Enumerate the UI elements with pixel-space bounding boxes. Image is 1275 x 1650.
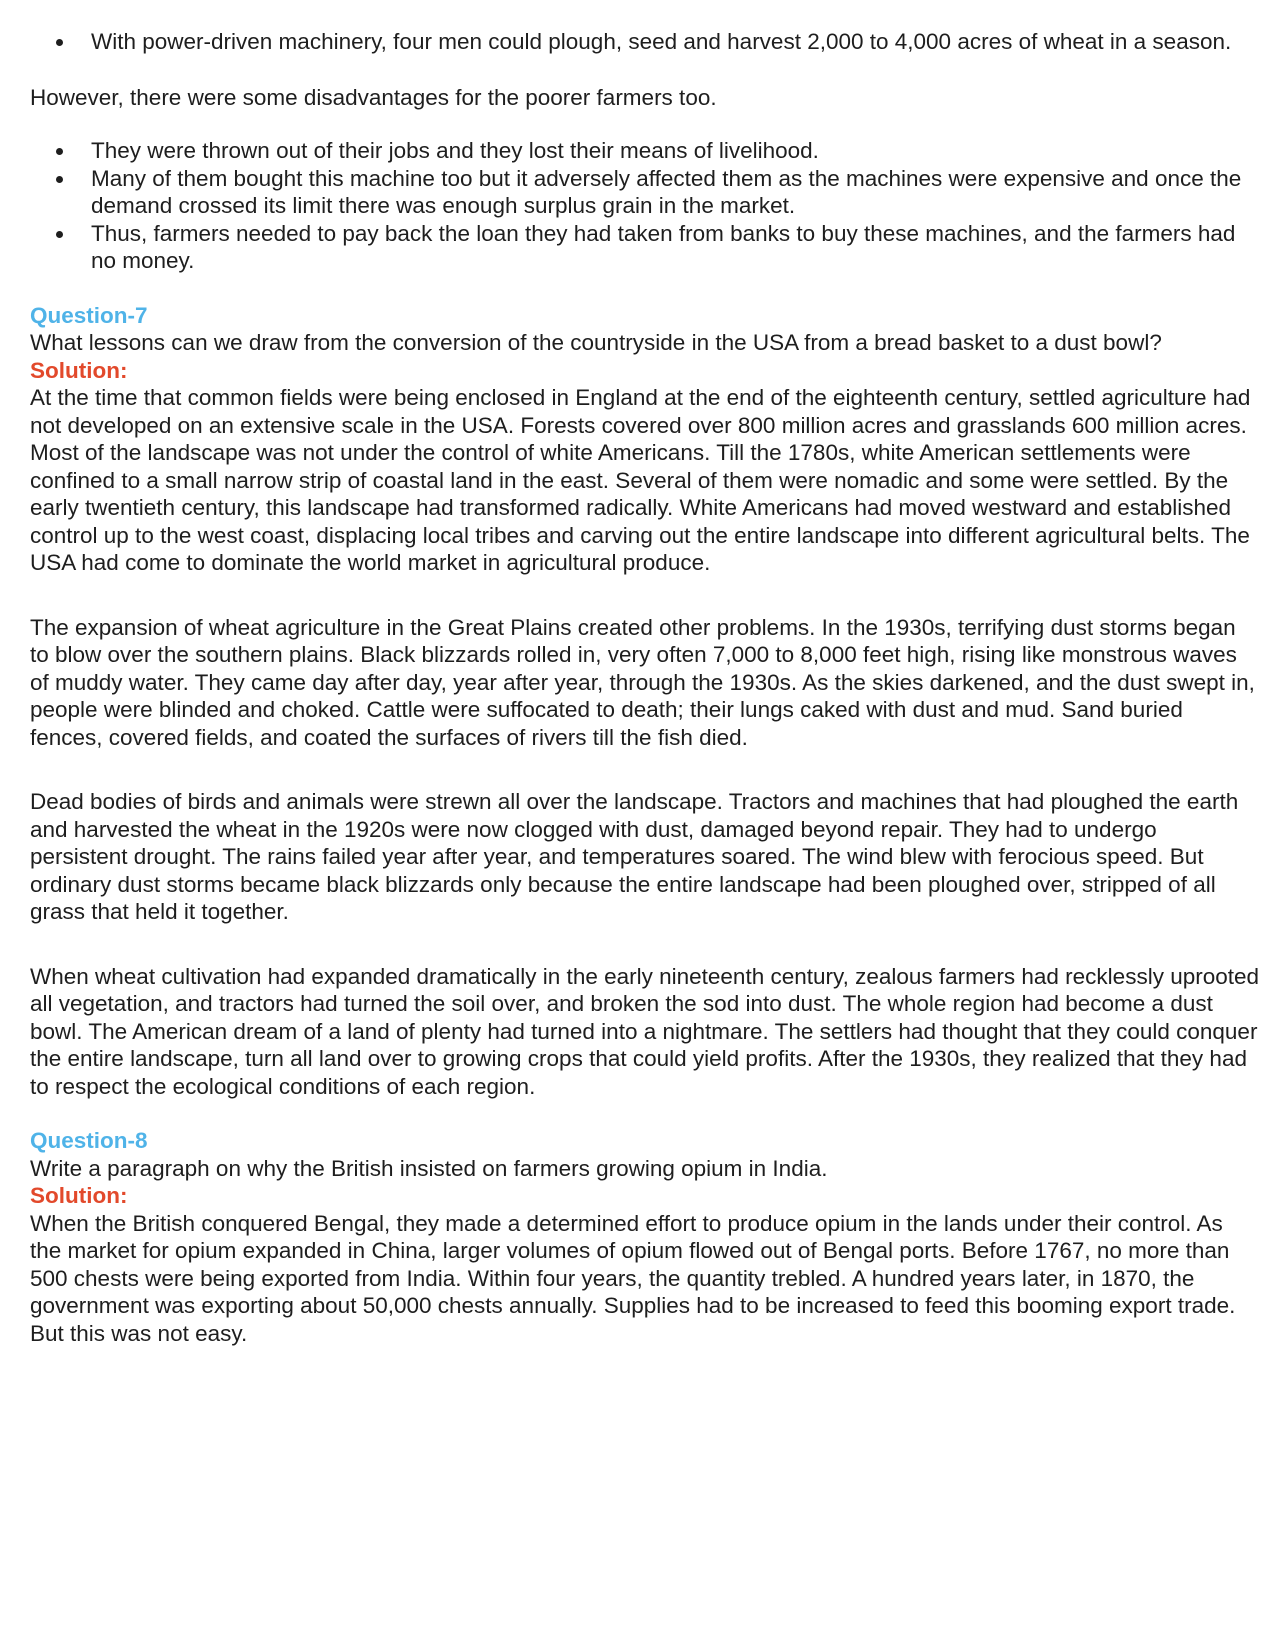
solution-paragraph: When wheat cultivation had expanded dramatically in the early nineteenth century, zealous farmers had recklessly uprooted all vegetation, and tractors had turned the soil over, and broken the sod into dust. The whole region had become a dust bowl. The American dream of a land of plenty had turned into a nightmare. The settlers had thought that they could conquer the entire landscape, turn all land over to growing crops that could yield profits. After the 1930s, they realized that they had to respect the ecological conditions of each region.: [30, 963, 1260, 1099]
disadvantages-intro: However, there were some disadvantages for the poorer farmers too.: [30, 84, 717, 110]
disadvantages-list: [30, 137, 1260, 275]
solution-heading: Solution:: [30, 357, 128, 383]
list-item-text: They were thrown out of their jobs and they lost their means of livelihood.: [91, 138, 819, 163]
solution-paragraph: Dead bodies of birds and animals were strewn all over the landscape. Tractors and machines that had ploughed the earth and harvested the wheat in the 1920s were now clogged with dust, damaged beyond repair. They had to undergo persistent drought. The rains failed year after year, and temperatures soared. The wind blew with ferocious speed. But ordinary dust storms became black blizzards only because the entire landscape had been ploughed over, stripped of all grass that held it together.: [30, 789, 1239, 924]
question-text: Write a paragraph on why the British insisted on farmers growing opium in India.: [30, 1155, 828, 1181]
bullet-icon: [56, 176, 63, 183]
question-8-section: [30, 1127, 1260, 1347]
list-item: [30, 220, 1260, 275]
question-text: What lessons can we draw from the conversion of the countryside in the USA from a bread basket to a dust bowl?: [30, 330, 1162, 355]
solution-paragraph: When the British conquered Bengal, they made a determined effort to produce opium in the lands under their control. As the market for opium expanded in China, larger volumes of opium flowed out of Bengal ports. Before 1767, no more than 500 chests were being exported from India. Within four years, the quantity trebled. A hundred years later, in 1870, the government was exporting about 50,000 chests annually. Supplies had to be increased to feed this booming export trade. But this was not easy.: [30, 1210, 1236, 1346]
solution-heading: Solution:: [30, 1183, 128, 1208]
list-item: [30, 137, 1260, 165]
question-7-section: [30, 302, 1260, 1101]
list-item-text: Thus, farmers needed to pay back the loan they had taken from banks to buy these machines, and the farmers had no money.: [91, 220, 1236, 273]
advantages-list: [30, 28, 1260, 56]
question-heading: Question-7: [30, 302, 148, 328]
list-item-text: With power-driven machinery, four men could plough, seed and harvest 2,000 to 4,000 acres of wheat in a season.: [91, 29, 1232, 54]
list-item: [30, 165, 1260, 220]
solution-paragraph: At the time that common fields were being enclosed in England at the end of the eighteenth century, settled agriculture had not developed on an extensive scale in the USA. Forests covered over 800 million acres and grasslands 600 million acres. Most of the landscape was not under the control of white Americans. Till the 1780s, white American settlements were confined to a small narrow strip of coastal land in the east. Several of them were nomadic and some were settled. By the early twentieth century, this landscape had transformed radically. White Americans had moved westward and established control up to the west coast, displacing local tribes and carving out the entire landscape into different agricultural belts. The USA had come to dominate the world market in agricultural produce.: [30, 385, 1251, 575]
document-page: [30, 28, 1260, 1347]
question-heading: Question-8: [30, 1128, 148, 1153]
bullet-icon: [56, 231, 63, 238]
bullet-icon: [56, 148, 63, 155]
list-item-text: Many of them bought this machine too but it adversely affected them as the machines were expensive and once the demand crossed its limit there was enough surplus grain in the market.: [91, 165, 1242, 218]
solution-paragraph: The expansion of wheat agriculture in the Great Plains created other problems. In the 1930s, terrifying dust storms began to blow over the southern plains. Black blizzards rolled in, very often 7,000 to 8,000 feet high, rising like monstrous waves of muddy water. They came day after day, year after year, through the 1930s. As the skies darkened, and the dust swept in, people were blinded and choked. Cattle were suffocated to death; their lungs caked with dust and mud. Sand buried fences, covered fields, and coated the surfaces of rivers till the fish died.: [30, 614, 1255, 750]
list-item: [30, 28, 1260, 56]
bullet-icon: [56, 39, 63, 46]
